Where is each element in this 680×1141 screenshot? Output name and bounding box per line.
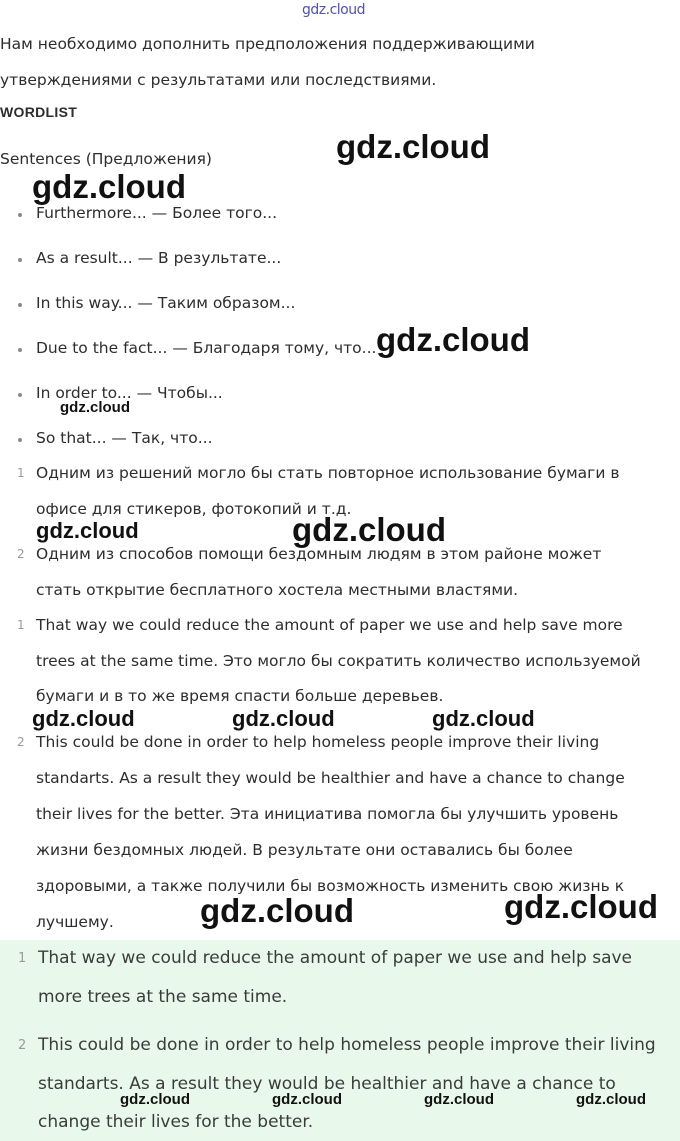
watermark: gdz.cloud <box>32 706 135 731</box>
wordlist-item: Furthermore... — Более того... <box>36 204 278 222</box>
numbered-line: лучшему. <box>36 913 114 931</box>
wordlist-item: Due to the fact... — Благодаря тому, что... <box>36 339 377 357</box>
answer-line: That way we could reduce the amount of paper we use and help save <box>38 948 633 968</box>
numbered-line: trees at the same time. Это могло бы сократить количество используемой <box>36 652 641 670</box>
bullet-icon <box>18 348 22 352</box>
bullet-icon <box>18 258 22 262</box>
watermark: gdz.cloud <box>376 321 530 358</box>
numbered-line: здоровыми, а также получили бы возможность изменить свою жизнь к <box>36 877 625 895</box>
wordlist-item: In this way... — Таким образом... <box>36 294 296 312</box>
answer-number: 2 <box>18 1038 27 1053</box>
bullet-icon <box>18 438 22 442</box>
bullet-icon <box>18 303 22 307</box>
item-number: 1 <box>17 466 25 480</box>
numbered-line: That way we could reduce the amount of paper we use and help save more <box>36 616 623 634</box>
numbered-line: Одним из способов помощи бездомным людям в этом районе может <box>36 545 602 563</box>
numbered-line: This could be done in order to help homeless people improve their living <box>36 733 600 751</box>
item-number: 2 <box>17 735 25 749</box>
intro-line-2: утверждениями с результатами или последствиями. <box>0 71 437 89</box>
wordlist-item: In order to... — Чтобы... <box>36 384 223 402</box>
answer-line: more trees at the same time. <box>38 987 288 1007</box>
numbered-line: жизни бездомных людей. В результате они оставались бы более <box>36 841 573 859</box>
watermark: gdz.cloud <box>60 399 130 416</box>
item-number: 1 <box>17 618 25 632</box>
numbered-line: бумаги и в то же время спасти больше деревьев. <box>36 687 444 705</box>
watermark: gdz.cloud <box>576 1091 646 1108</box>
answer-line: This could be done in order to help homeless people improve their living <box>38 1035 656 1055</box>
watermark: gdz.cloud <box>432 706 535 731</box>
watermark: gdz.cloud <box>424 1091 494 1108</box>
sentences-label: Sentences (Предложения) <box>0 150 212 168</box>
numbered-line: Одним из решений могло бы стать повторное использование бумаги в <box>36 464 620 482</box>
answer-number: 1 <box>18 951 27 966</box>
bullet-icon <box>18 213 22 217</box>
intro-line-1: Нам необходимо дополнить предположения поддерживающими <box>0 35 535 53</box>
watermark: gdz.cloud <box>200 892 354 929</box>
wordlist-heading: WORDLIST <box>0 104 78 120</box>
item-number: 2 <box>17 547 25 561</box>
watermark: gdz.cloud <box>504 888 658 925</box>
numbered-line: their lives for the better. Эта инициатива помогла бы улучшить уровень <box>36 805 619 823</box>
top-watermark: gdz.cloud <box>302 2 365 18</box>
watermark: gdz.cloud <box>36 518 139 543</box>
answer-line: change their lives for the better. <box>38 1112 314 1132</box>
watermark: gdz.cloud <box>232 706 335 731</box>
numbered-line: офисе для стикеров, фотокопий и т.д. <box>36 500 352 518</box>
numbered-line: стать открытие бесплатного хостела местными властями. <box>36 581 519 599</box>
wordlist-item: As a result... — В результате... <box>36 249 282 267</box>
watermark: gdz.cloud <box>272 1091 342 1108</box>
answer-line: standarts. As a result they would be healthier and have a chance to <box>38 1074 616 1094</box>
watermark: gdz.cloud <box>32 168 186 205</box>
watermark: gdz.cloud <box>336 128 490 165</box>
wordlist-item: So that... — Так, что... <box>36 429 213 447</box>
numbered-line: standarts. As a result they would be healthier and have a chance to change <box>36 769 625 787</box>
bullet-icon <box>18 393 22 397</box>
watermark: gdz.cloud <box>120 1091 190 1108</box>
watermark: gdz.cloud <box>292 511 446 548</box>
